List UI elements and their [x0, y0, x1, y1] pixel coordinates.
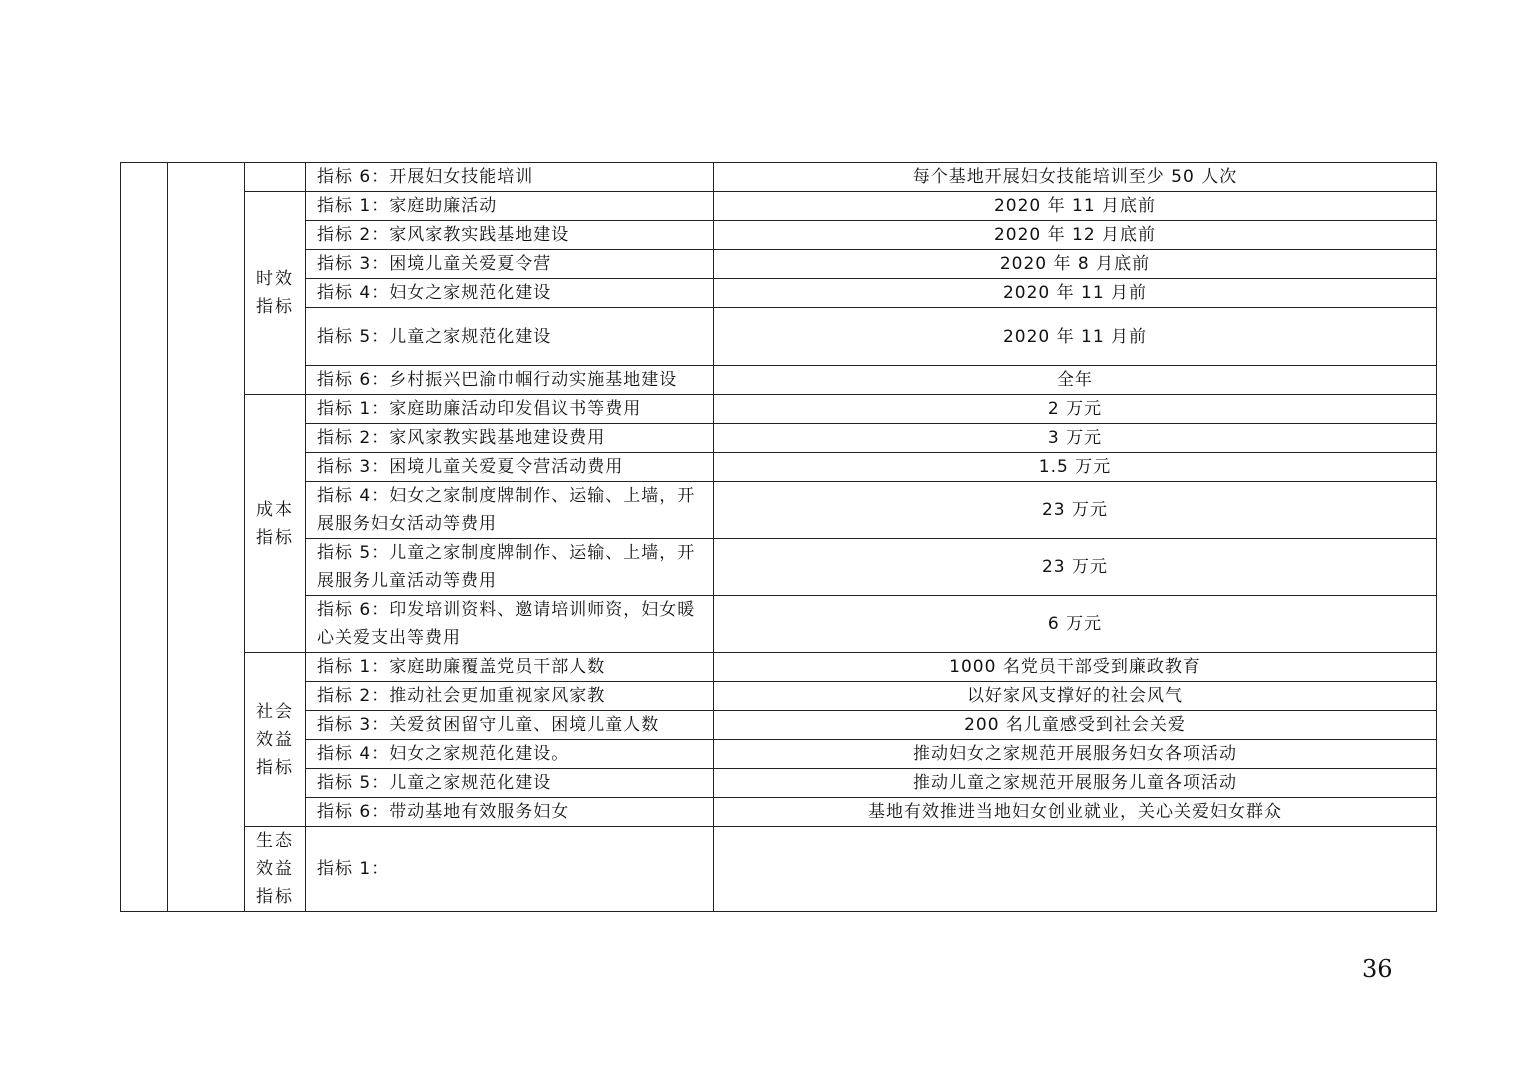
table-row — [121, 682, 1437, 711]
value-cell: 2020 年 8 月底前 — [714, 250, 1437, 279]
indicator-cell: 指标 1：家庭助廉活动 — [306, 192, 714, 221]
value-cell: 2020 年 11 月底前 — [714, 192, 1437, 221]
table-row — [121, 250, 1437, 279]
indicator-cell: 指标 3：关爱贫困留守儿童、困境儿童人数 — [306, 711, 714, 740]
table-row — [121, 711, 1437, 740]
value-cell: 3 万元 — [714, 424, 1437, 453]
table-row — [121, 596, 1437, 653]
indicator-cell: 指标 2：家风家教实践基地建设费用 — [306, 424, 714, 453]
table-row — [121, 769, 1437, 798]
blank-column-1 — [121, 163, 168, 912]
indicator-cell: 指标 5：儿童之家规范化建设 — [306, 769, 714, 798]
table-row — [121, 221, 1437, 250]
table-row — [121, 539, 1437, 596]
value-cell: 2020 年 12 月底前 — [714, 221, 1437, 250]
value-cell: 23 万元 — [714, 539, 1437, 596]
table-row — [121, 653, 1437, 682]
indicator-cell: 指标 1：家庭助廉活动印发倡议书等费用 — [306, 395, 714, 424]
category-cell-empty — [245, 163, 306, 192]
table-row — [121, 740, 1437, 769]
category-social: 社会 效益 指标 — [245, 653, 306, 827]
indicator-cell: 指标 1：家庭助廉覆盖党员干部人数 — [306, 653, 714, 682]
indicator-cell: 指标 3：困境儿童关爱夏令营活动费用 — [306, 453, 714, 482]
value-cell: 23 万元 — [714, 482, 1437, 539]
value-cell: 200 名儿童感受到社会关爱 — [714, 711, 1437, 740]
table-row — [121, 308, 1437, 366]
value-cell: 每个基地开展妇女技能培训至少 50 人次 — [714, 163, 1437, 192]
value-cell: 基地有效推进当地妇女创业就业，关心关爱妇女群众 — [714, 798, 1437, 827]
table-row — [121, 482, 1437, 539]
indicator-cell: 指标 6：乡村振兴巴渝巾帼行动实施基地建设 — [306, 366, 714, 395]
value-cell: 推动儿童之家规范开展服务儿童各项活动 — [714, 769, 1437, 798]
indicator-cell: 指标 2：家风家教实践基地建设 — [306, 221, 714, 250]
table-row — [121, 395, 1437, 424]
performance-indicator-table — [120, 162, 1437, 912]
value-cell: 2020 年 11 月前 — [714, 279, 1437, 308]
value-cell: 全年 — [714, 366, 1437, 395]
category-timeliness: 时效 指标 — [245, 192, 306, 395]
category-cost: 成本 指标 — [245, 395, 306, 653]
value-cell: 6 万元 — [714, 596, 1437, 653]
indicator-cell: 指标 3：困境儿童关爱夏令营 — [306, 250, 714, 279]
blank-column-2 — [168, 163, 245, 912]
indicator-cell: 指标 4：妇女之家规范化建设 — [306, 279, 714, 308]
table-row — [121, 798, 1437, 827]
value-cell: 1000 名党员干部受到廉政教育 — [714, 653, 1437, 682]
indicator-cell: 指标 6：开展妇女技能培训 — [306, 163, 714, 192]
value-cell: 2020 年 11 月前 — [714, 308, 1437, 366]
table-row — [121, 366, 1437, 395]
indicator-cell: 指标 2：推动社会更加重视家风家教 — [306, 682, 714, 711]
page-number: 36 — [1362, 955, 1393, 983]
value-cell: 2 万元 — [714, 395, 1437, 424]
indicator-cell: 指标 6：带动基地有效服务妇女 — [306, 798, 714, 827]
value-cell — [714, 827, 1437, 912]
indicator-cell: 指标 5：儿童之家制度牌制作、运输、上墙，开展服务儿童活动等费用 — [306, 539, 714, 596]
value-cell: 1.5 万元 — [714, 453, 1437, 482]
indicator-cell: 指标 5：儿童之家规范化建设 — [306, 308, 714, 366]
table-row — [121, 163, 1437, 192]
value-cell: 以好家风支撑好的社会风气 — [714, 682, 1437, 711]
table-row — [121, 453, 1437, 482]
indicator-cell: 指标 4：妇女之家制度牌制作、运输、上墙，开展服务妇女活动等费用 — [306, 482, 714, 539]
indicator-cell: 指标 4：妇女之家规范化建设。 — [306, 740, 714, 769]
table-row — [121, 827, 1437, 912]
value-cell: 推动妇女之家规范开展服务妇女各项活动 — [714, 740, 1437, 769]
category-ecology: 生态 效益 指标 — [245, 827, 306, 912]
table-row — [121, 279, 1437, 308]
indicator-cell: 指标 6：印发培训资料、邀请培训师资，妇女暖心关爱支出等费用 — [306, 596, 714, 653]
table-row — [121, 192, 1437, 221]
table-row — [121, 424, 1437, 453]
indicator-cell: 指标 1： — [306, 827, 714, 912]
